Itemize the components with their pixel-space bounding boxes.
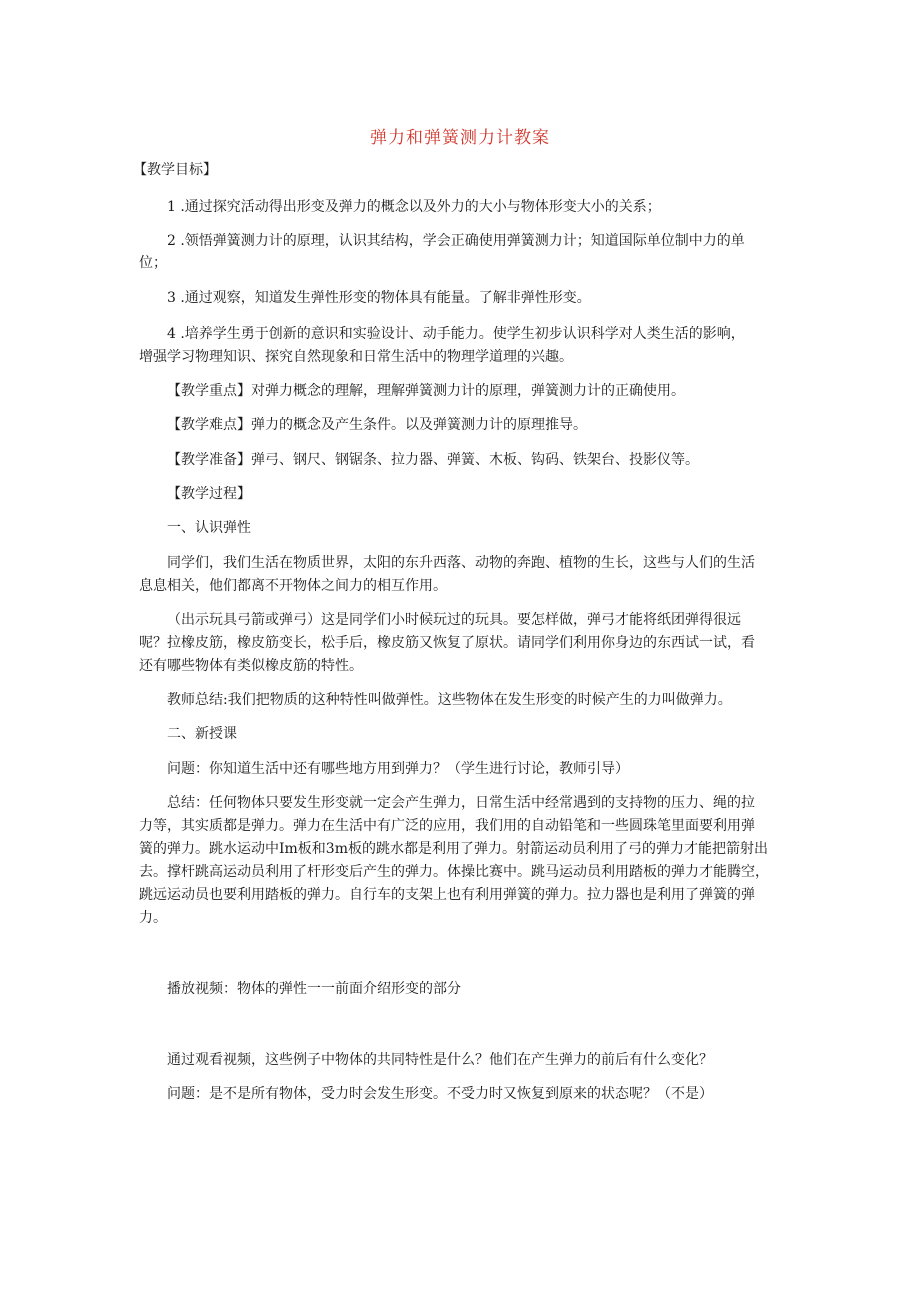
section-1-heading: 一、认识弹性 bbox=[167, 520, 251, 536]
goal-2-line-2: 位； bbox=[139, 255, 167, 271]
para-1-line-1: 同学们，我们生活在物质世界，太阳的东升西落、动物的奔跑、植物的生长，这些与人们的生活 bbox=[167, 555, 755, 571]
goal-1: 1 .通过探究活动得出形变及弹力的概念以及外力的大小与物体形变大小的关系； bbox=[167, 199, 661, 215]
para-1-line-2: 息息相关，他们都离不开物体之间力的相互作用。 bbox=[139, 578, 447, 594]
teacher-summary: 教师总结:我们把物质的这种特性叫做弹性。这些物体在发生形变的时候产生的力叫做弹力。 bbox=[167, 692, 732, 708]
teaching-preparation: 【教学准备】弹弓、钢尺、钢锯条、拉力器、弹簧、木板、钩码、铁架台、投影仪等。 bbox=[167, 452, 699, 468]
summary-line-1: 总结：任何物体只要发生形变就一定会产生弹力，日常生活中经常遇到的支持物的压力、绳的拉 bbox=[167, 795, 755, 811]
summary-line-5: 跳远运动员也要利用踏板的弹力。自行车的支架上也有利用弹簧的弹力。拉力器也是利用了弹簧的弹 bbox=[139, 887, 755, 903]
goal-4-line-2: 增强学习物理知识、探究自然现象和日常生活中的物理学道理的兴趣。 bbox=[139, 349, 573, 365]
document-title: 弹力和弹簧测力计教案 bbox=[370, 128, 550, 148]
summary-line-6: 力。 bbox=[139, 910, 167, 926]
section-2-heading: 二、新授课 bbox=[167, 726, 237, 742]
para-2-line-2: 呢？拉橡皮筋，橡皮筋变长，松手后，橡皮筋又恢复了原状。请同学们利用你身边的东西试一试，看 bbox=[139, 635, 755, 651]
goal-3: 3 .通过观察，知道发生弹性形变的物体具有能量。了解非弹性形变。 bbox=[167, 290, 591, 306]
teaching-key-points: 【教学重点】对弹力概念的理解，理解弹簧测力计的原理，弹簧测力计的正确使用。 bbox=[167, 383, 685, 399]
goal-2-line-1: 2 .领悟弹簧测力计的原理，认识其结构，学会正确使用弹簧测力计；知道国际单位制中力的单 bbox=[167, 233, 745, 249]
para-2-line-1: （出示玩具弓箭或弹弓）这是同学们小时候玩过的玩具。要怎样做，弹弓才能将纸团弹得很远 bbox=[167, 612, 741, 628]
heading-teaching-goals: 【教学目标】 bbox=[133, 162, 217, 178]
summary-line-2: 力等，其实质都是弹力。弹力在生活中有广泛的应用，我们用的自动铅笔和一些圆珠笔里面要利用弹 bbox=[139, 818, 755, 834]
video-question: 通过观看视频，这些例子中物体的共同特性是什么？他们在产生弹力的前后有什么变化？ bbox=[167, 1052, 713, 1068]
goal-4-line-1: 4 .培养学生勇于创新的意识和实验设计、动手能力。使学生初步认识科学对人类生活的影响， bbox=[167, 326, 745, 342]
question-2: 问题：是不是所有物体，受力时会发生形变。不受力时又恢复到原来的状态呢？（不是） bbox=[167, 1086, 713, 1102]
para-2-line-3: 还有哪些物体有类似橡皮筋的特性。 bbox=[139, 658, 363, 674]
play-video-note: 播放视频：物体的弹性一一前面介绍形变的部分 bbox=[167, 981, 461, 997]
question-1: 问题：你知道生活中还有哪些地方用到弹力？（学生进行讨论，教师引导） bbox=[167, 761, 629, 777]
summary-line-3: 簧的弹力。跳水运动中Im板和3m板的跳水都是利用了弹力。射箭运动员利用了弓的弹力才能把箭射出 bbox=[139, 841, 768, 857]
summary-line-4: 去。撑杆跳高运动员利用了杆形变后产生的弹力。体操比赛中。跳马运动员利用踏板的弹力才能腾空， bbox=[139, 864, 769, 880]
heading-teaching-process: 【教学过程】 bbox=[167, 486, 251, 502]
teaching-difficulties: 【教学难点】弹力的概念及产生条件。以及弹簧测力计的原理推导。 bbox=[167, 417, 587, 433]
